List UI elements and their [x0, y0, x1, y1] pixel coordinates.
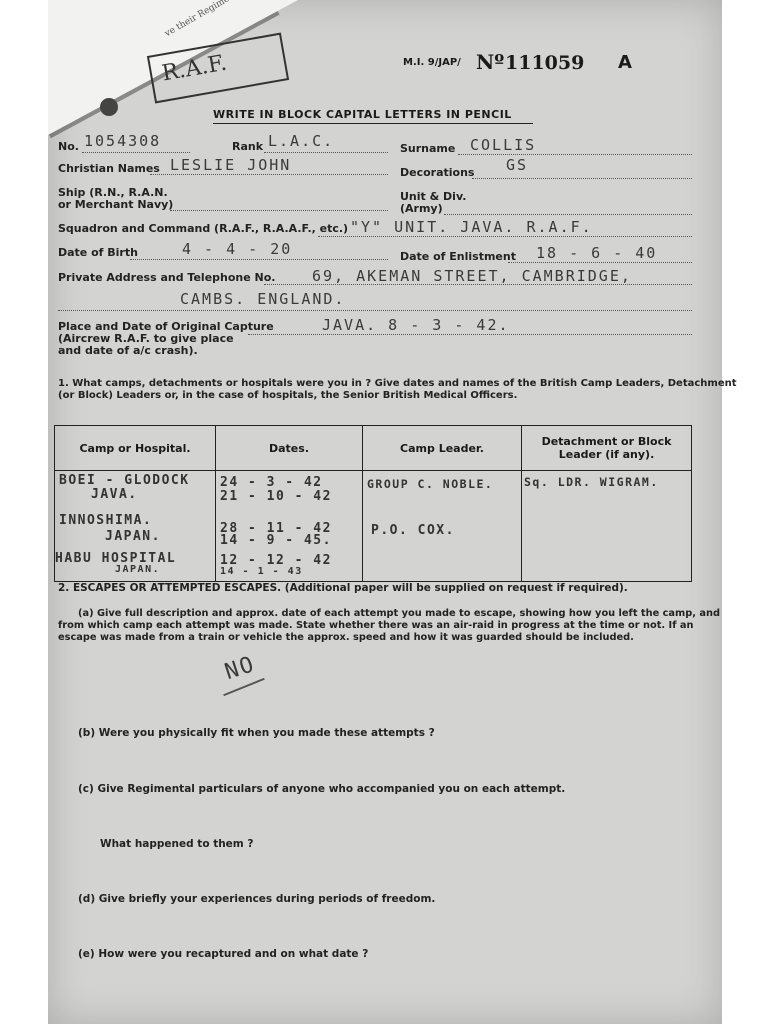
christian-names-line — [150, 174, 388, 175]
rank-value: L.A.C. — [268, 132, 335, 150]
answer-2a: NO — [221, 651, 259, 686]
squadron-value: "Y" UNIT. JAVA. R.A.F. — [350, 218, 593, 236]
date-entry: 21 - 10 - 42 — [220, 489, 332, 504]
header-camp-leader: Camp Leader. — [363, 426, 522, 471]
christian-names-label: Christian Names — [58, 162, 160, 175]
serial-number: 111059 — [505, 52, 585, 74]
question-1-line1: 1. What camps, detachments or hospitals were you in ? Give dates and names of the British Camp Leaders, Detachment — [58, 378, 737, 389]
question-2-title: 2. ESCAPES OR ATTEMPTED ESCAPES. (Additional paper will be supplied on request if required). — [58, 582, 628, 594]
camp-cell — [55, 471, 216, 582]
block-leader-cell — [522, 471, 692, 582]
camp-entry: HABU HOSPITAL — [55, 551, 177, 566]
camps-table — [54, 425, 692, 582]
question-2c: (c) Give Regimental particulars of anyone who accompanied you on each attempt. — [78, 783, 566, 795]
question-2a-line2: from which camp each attempt was made. State whether there was an air-raid in progress at the time or not. If an — [58, 620, 694, 631]
camp-entry: JAPAN. — [105, 529, 161, 544]
capture-line — [248, 334, 692, 335]
decorations-value: GS — [506, 156, 529, 174]
unit-label-sub: (Army) — [400, 202, 443, 215]
serial-suffix: A — [618, 52, 632, 73]
ship-line — [170, 210, 388, 211]
unit-label: Unit & Div. — [400, 190, 467, 203]
header-block-leader: Detachment or Block Leader (if any). — [522, 426, 692, 471]
capture-label-sub2: and date of a/c crash). — [58, 344, 198, 357]
enlistment-label: Date of Enlistment — [400, 250, 516, 263]
dob-value: 4 - 4 - 20 — [182, 240, 293, 258]
serial-prefix: Nº — [476, 50, 505, 74]
date-entry: 14 - 9 - 45. — [220, 533, 332, 548]
squadron-label: Squadron and Command (R.A.F., R.A.A.F., etc.) — [58, 222, 349, 235]
enlistment-line — [508, 262, 692, 263]
date-entry: 24 - 3 - 42 — [220, 475, 323, 490]
question-2b: (b) Were you physically fit when you made these attempts ? — [78, 727, 435, 739]
address-label: Private Address and Telephone No. — [58, 271, 276, 284]
ship-label: Ship (R.N., R.A.N. — [58, 186, 168, 199]
decorations-label: Decorations — [400, 166, 475, 179]
ship-label-sub: or Merchant Navy) — [58, 198, 174, 211]
form-code: M.I. 9/JAP/ — [403, 57, 461, 68]
address-value-1: 69, AKEMAN STREET, CAMBRIDGE, — [312, 267, 632, 285]
dob-line — [130, 259, 388, 260]
question-1-line2: (or Block) Leaders or, in the case of hospitals, the Senior British Medical Officers. — [58, 390, 518, 401]
rank-line — [264, 152, 388, 153]
header-dates: Dates. — [216, 426, 363, 471]
dates-cell — [216, 471, 363, 582]
header-camp: Camp or Hospital. — [55, 426, 216, 471]
question-2e: (e) How were you recaptured and on what date ? — [78, 948, 369, 960]
date-entry: 14 - 1 - 43 — [220, 566, 303, 577]
christian-names-value: LESLIE JOHN — [170, 156, 292, 174]
camp-leader-cell — [363, 471, 522, 582]
table-header-row — [55, 426, 692, 471]
question-2d: (d) Give briefly your experiences during periods of freedom. — [78, 893, 436, 905]
decorations-line — [472, 178, 692, 179]
leader-entry: GROUP C. NOBLE. — [367, 477, 494, 491]
dob-label: Date of Birth — [58, 246, 138, 259]
date-entry: 28 - 11 - 42 — [220, 521, 332, 536]
raf-stamp-label: R.A.F. — [160, 50, 229, 87]
camp-entry: JAVA. — [91, 487, 138, 502]
surname-value: COLLIS — [470, 136, 537, 154]
address-line-2 — [58, 310, 692, 311]
question-2a-line1: (a) Give full description and approx. date of each attempt you made to escape, showing how you left the camp, and — [78, 608, 720, 619]
form-header: WRITE IN BLOCK CAPITAL LETTERS IN PENCIL — [213, 108, 512, 121]
camp-entry: JAPAN. — [115, 564, 161, 575]
no-value: 1054308 — [84, 132, 162, 150]
camp-entry: INNOSHIMA. — [59, 513, 153, 528]
table-row — [55, 471, 692, 582]
camp-entry: BOEI - GLODOCK — [59, 473, 190, 488]
no-label: No. — [58, 140, 79, 153]
unit-line — [444, 214, 692, 215]
capture-label-sub1: (Aircrew R.A.F. to give place — [58, 332, 234, 345]
capture-value: JAVA. 8 - 3 - 42. — [322, 316, 510, 334]
capture-label: Place and Date of Original Capture — [58, 320, 274, 333]
enlistment-value: 18 - 6 - 40 — [536, 244, 658, 262]
no-line — [82, 152, 190, 153]
date-entry: 12 - 12 - 42 — [220, 553, 332, 568]
question-2a-line3: escape was made from a train or vehicle the approx. speed and how it was guarded should be included. — [58, 632, 634, 643]
block-leader-entry: Sq. LDR. WIGRAM. — [524, 475, 659, 489]
punch-hole — [100, 98, 118, 116]
surname-label: Surname — [400, 142, 456, 155]
leader-entry: P.O. COX. — [371, 523, 455, 538]
question-2c-followup: What happened to them ? — [100, 838, 254, 850]
surname-line — [458, 154, 692, 155]
address-value-2: CAMBS. ENGLAND. — [180, 290, 346, 308]
squadron-line — [318, 236, 692, 237]
rank-label: Rank — [232, 140, 264, 153]
